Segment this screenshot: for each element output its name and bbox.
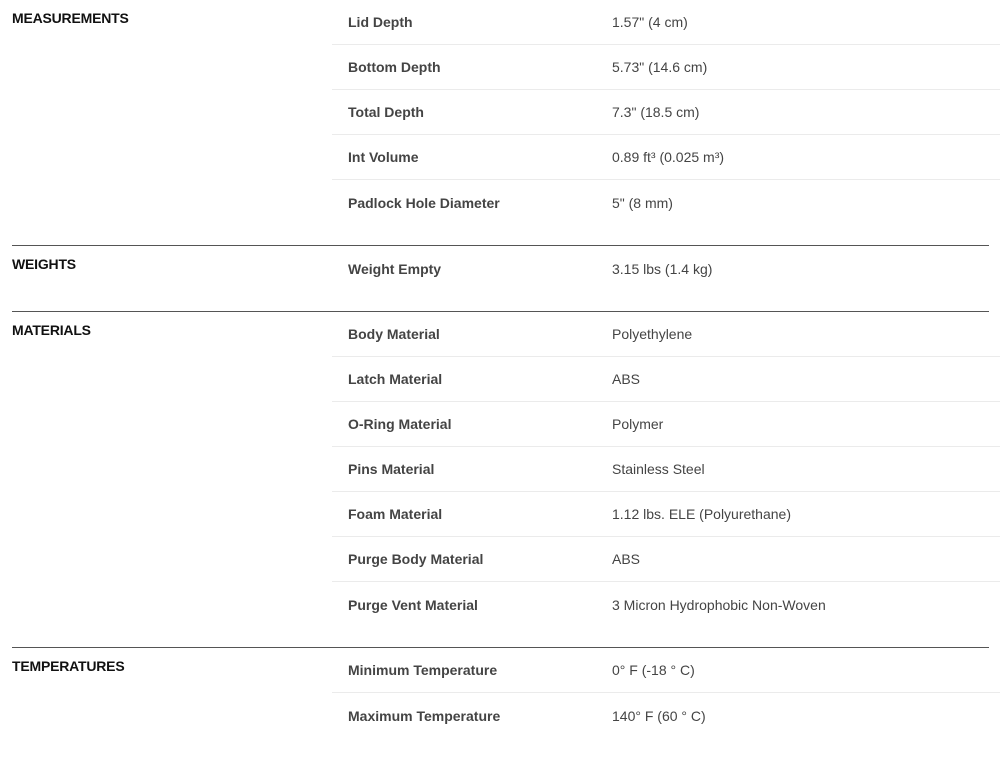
spec-value: 7.3" (18.5 cm) <box>612 104 700 120</box>
spec-row <box>332 90 1000 135</box>
spec-value: 3.15 lbs (1.4 kg) <box>612 260 713 277</box>
section-title: WEIGHTS <box>12 256 76 272</box>
spec-label: Maximum Temperature <box>348 707 501 724</box>
section-title: TEMPERATURES <box>12 658 125 674</box>
spec-value: 1.57" (4 cm) <box>612 14 688 30</box>
spec-row <box>332 582 1000 627</box>
spec-rows <box>332 246 989 311</box>
spec-rows <box>332 0 1000 245</box>
spec-label: Lid Depth <box>348 14 413 30</box>
spec-section-temperatures <box>12 647 989 758</box>
spec-row <box>332 402 1000 447</box>
spec-label: Padlock Hole Diameter <box>348 194 500 211</box>
spec-label: Foam Material <box>348 506 443 522</box>
spec-row <box>332 357 1000 402</box>
spec-section-weights <box>12 245 989 311</box>
spec-label: O-Ring Material <box>348 416 452 432</box>
spec-value: Polymer <box>612 416 664 432</box>
spec-label: Purge Body Material <box>348 551 484 567</box>
spec-row <box>332 135 1000 180</box>
spec-value: 0.89 ft³ (0.025 m³) <box>612 149 725 165</box>
spec-row <box>332 648 1000 693</box>
section-title: MEASUREMENTS <box>12 10 129 26</box>
spec-row <box>332 45 1000 90</box>
spec-row <box>332 693 1000 738</box>
spec-label: Body Material <box>348 326 440 342</box>
spec-label: Total Depth <box>348 104 424 120</box>
spec-label: Pins Material <box>348 461 435 477</box>
spec-section-materials <box>12 311 989 647</box>
spec-row <box>332 180 1000 225</box>
spec-label: Minimum Temperature <box>348 662 498 678</box>
spec-value: 1.12 lbs. ELE (Polyurethane) <box>612 506 791 522</box>
spec-label: Purge Vent Material <box>348 596 478 613</box>
spec-value: ABS <box>612 371 641 387</box>
spec-row <box>332 492 1000 537</box>
spec-value: Stainless Steel <box>612 461 705 477</box>
spec-value: 5" (8 mm) <box>612 194 673 211</box>
spec-row <box>332 0 1000 45</box>
spec-label: Bottom Depth <box>348 59 441 75</box>
spec-value: 3 Micron Hydrophobic Non-Woven <box>612 596 826 613</box>
spec-row <box>332 447 1000 492</box>
spec-label: Int Volume <box>348 149 419 165</box>
spec-section-measurements <box>0 0 1000 245</box>
spec-value: 5.73" (14.6 cm) <box>612 59 708 75</box>
spec-value: 140° F (60 ° C) <box>612 707 706 724</box>
spec-label: Latch Material <box>348 371 443 387</box>
spec-rows <box>332 312 989 647</box>
spec-row <box>332 246 1000 291</box>
spec-value: 0° F (-18 ° C) <box>612 662 695 678</box>
spec-value: ABS <box>612 551 641 567</box>
spec-row <box>332 312 1000 357</box>
spec-rows <box>332 648 989 758</box>
spec-label: Weight Empty <box>348 260 442 277</box>
section-title: MATERIALS <box>12 322 91 338</box>
spec-value: Polyethylene <box>612 326 693 342</box>
spec-row <box>332 537 1000 582</box>
